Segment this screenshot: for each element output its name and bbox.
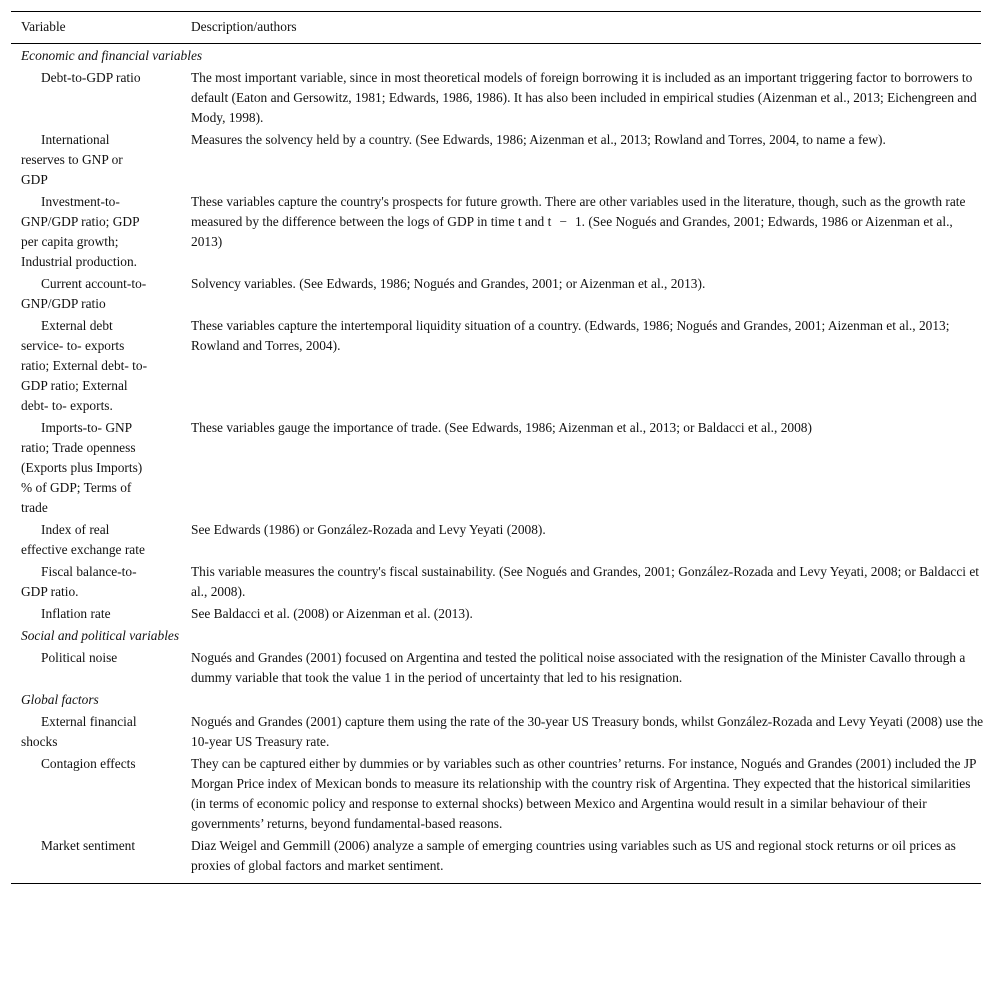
header-description: Description/authors: [191, 19, 297, 34]
variable-cell: Inflation rate: [41, 606, 111, 621]
table-header: [11, 11, 981, 44]
description-cell: This variable measures the country's fiscal sustainability. (See Nogués and Grandes, 2001; González-Rozada and Levy Yeyati, 2008; or Baldacci et al., 2008).: [191, 564, 980, 599]
table-row: [11, 602, 981, 624]
variable-cell: Fiscal balance-to- GDP ratio.: [21, 564, 137, 599]
description-cell: See Baldacci et al. (2008) or Aizenman et al. (2013).: [191, 606, 473, 621]
variable-cell: Contagion effects: [41, 756, 136, 771]
description-cell: Nogués and Grandes (2001) focused on Argentina and tested the political noise associated with the resignation of the Minister Cavallo through a dummy variable that took the value 1 in the period of uncertainty that led to his resignation.: [191, 650, 966, 685]
table-row: [11, 272, 981, 314]
variable-cell: Imports-to- GNP ratio; Trade openness (Exports plus Imports) % of GDP; Terms of trade: [21, 420, 143, 515]
table-row: [11, 518, 981, 560]
table-row: [11, 646, 981, 688]
section-title: Economic and financial variables: [21, 48, 203, 63]
description-cell: The most important variable, since in most theoretical models of foreign borrowing it is included as an important triggering factor to borrowers to default (Eaton and Gersowitz, 1981; Edwards, 1986, 1986). It has also been included in empirical studies (Aizenman et al., 2013; Eichengreen and Mody, 1998).: [191, 70, 977, 125]
table-row: [11, 752, 981, 834]
table-row: [11, 190, 981, 272]
section-title: Global factors: [21, 692, 99, 707]
variable-cell: Investment-to-GNP/GDP ratio; GDP per capita growth; Industrial production.: [21, 194, 140, 269]
variable-cell: External financial shocks: [21, 714, 137, 749]
table-row: [11, 560, 981, 602]
description-cell: These variables gauge the importance of trade. (See Edwards, 1986; Aizenman et al., 2013; or Baldacci et al., 2008): [191, 420, 812, 435]
variable-cell: Debt-to-GDP ratio: [41, 70, 141, 85]
table-row: [11, 314, 981, 416]
description-cell: These variables capture the country's prospects for future growth. There are other variables used in the literature, though, such as the growth rate measured by the difference between the logs of GDP in time t and t − 1. (See Nogués and Grandes, 2001; Edwards, 1986 or Aizenman et al., 2013): [191, 194, 966, 249]
variable-cell: Political noise: [41, 650, 118, 665]
variable-cell: External debt service- to- exports ratio; External debt- to- GDP ratio; External debt- to- exports.: [21, 318, 148, 413]
variables-table: [11, 11, 984, 884]
table-row: [11, 66, 981, 128]
table-bottom-rule: [11, 876, 981, 884]
description-cell: Measures the solvency held by a country. (See Edwards, 1986; Aizenman et al., 2013; Rowland and Torres, 2004, to name a few).: [191, 132, 886, 147]
description-cell: Solvency variables. (See Edwards, 1986; Nogués and Grandes, 2001; or Aizenman et al., 2013).: [191, 276, 706, 291]
variable-cell: Market sentiment: [41, 838, 136, 853]
variable-cell: Current account-to-GNP/GDP ratio: [21, 276, 147, 311]
table-row: [11, 128, 981, 190]
section-title: Social and political variables: [21, 628, 180, 643]
description-cell: They can be captured either by dummies or by variables such as other countries’ returns. For instance, Nogués and Grandes (2001) included the JP Morgan Price index of Mexican bonds to measure its relationship with the country risk of Argentina. They expected that the historical similarities (in terms of economic policy and response to external shocks) between Mexico and Argentina would result in a similar behaviour of their governments’ returns, beyond fundamental-based reasons.: [191, 756, 976, 831]
description-cell: Diaz Weigel and Gemmill (2006) analyze a sample of emerging countries using variables such as US and regional stock returns or oil prices as proxies of global factors and market sentiment.: [191, 838, 956, 873]
table-row: [11, 834, 981, 876]
description-cell: See Edwards (1986) or González-Rozada and Levy Yeyati (2008).: [191, 522, 546, 537]
description-cell: These variables capture the intertemporal liquidity situation of a country. (Edwards, 1986; Nogués and Grandes, 2001; Aizenman et al., 2013; Rowland and Torres, 2004).: [191, 318, 950, 353]
variable-cell: International reserves to GNP or GDP: [21, 132, 123, 187]
table-row: [11, 416, 981, 518]
variable-cell: Index of real effective exchange rate: [21, 522, 145, 557]
table-row: [11, 710, 984, 752]
header-variable: Variable: [21, 19, 66, 34]
description-cell: Nogués and Grandes (2001) capture them using the rate of the 30-year US Treasury bonds, whilst González-Rozada and Levy Yeyati (2008) use the 10-year US Treasury rate.: [191, 714, 984, 749]
